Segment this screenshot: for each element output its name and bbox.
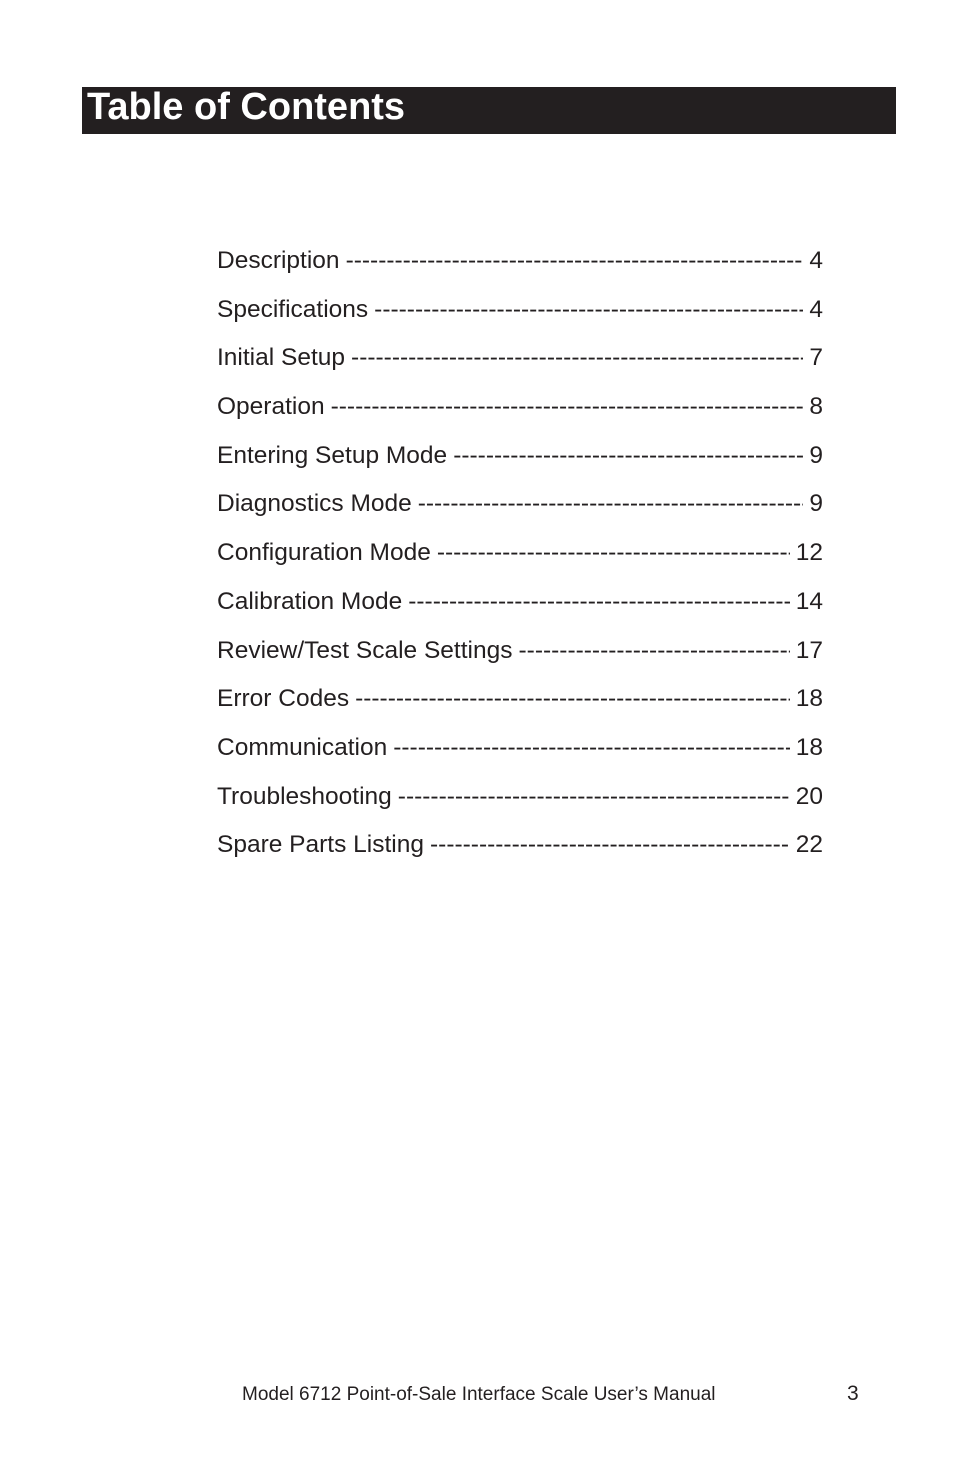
toc-entry-configuration-mode[interactable]: [217, 536, 823, 585]
toc-entry-page: 7: [809, 344, 823, 372]
toc-leader-dots: [355, 682, 790, 716]
toc-entry-label: Error Codes: [217, 685, 350, 713]
title-bar: [82, 87, 896, 134]
page-number: 3: [847, 1382, 859, 1405]
toc-entry-page: 12: [795, 539, 823, 567]
toc-entry-label: Spare Parts Listing: [217, 831, 424, 859]
toc-entry-page: 17: [795, 636, 823, 664]
page-title: Table of Contents: [87, 86, 406, 128]
toc-entry-page: 9: [809, 490, 823, 518]
toc-entry-label: Calibration Mode: [217, 587, 403, 615]
toc-entry-page: 9: [809, 441, 823, 469]
toc-entry-troubleshooting[interactable]: [217, 780, 823, 829]
toc-entry-page: 22: [795, 831, 823, 859]
toc-leader-dots: [437, 536, 790, 570]
toc-entry-page: 4: [809, 247, 823, 274]
toc-leader-dots: [393, 731, 790, 765]
toc-entry-communication[interactable]: [217, 731, 823, 780]
toc-leader-dots: [351, 341, 803, 375]
toc-entry-label: Entering Setup Mode: [217, 441, 448, 469]
toc-entry-page: 14: [795, 587, 823, 615]
toc-entry-label: Description: [217, 247, 340, 274]
toc-entry-label: Diagnostics Mode: [217, 490, 412, 518]
toc-entry-page: 20: [795, 782, 823, 810]
toc-entry-label: Review/Test Scale Settings: [217, 636, 513, 664]
toc-leader-dots: [418, 487, 804, 521]
toc-leader-dots: [346, 244, 804, 278]
toc-entry-page: 18: [795, 733, 823, 761]
toc-leader-dots: [453, 439, 803, 473]
toc-entry-calibration-mode[interactable]: [217, 585, 823, 634]
toc-entry-error-codes[interactable]: [217, 682, 823, 731]
toc-entry-spare-parts-listing[interactable]: [217, 828, 823, 877]
toc-leader-dots: [398, 780, 790, 814]
toc-entry-page: 8: [809, 393, 823, 421]
toc-entry-initial-setup[interactable]: [217, 341, 823, 390]
toc-leader-dots: [374, 293, 803, 327]
toc-leader-dots: [430, 828, 790, 862]
table-of-contents: [217, 244, 823, 877]
toc-entry-entering-setup-mode[interactable]: [217, 439, 823, 488]
toc-entry-diagnostics-mode[interactable]: [217, 487, 823, 536]
toc-entry-label: Troubleshooting: [217, 782, 392, 810]
toc-entry-page: 18: [795, 685, 823, 713]
toc-leader-dots: [519, 634, 790, 668]
toc-entry-label: Operation: [217, 393, 325, 421]
toc-leader-dots: [331, 390, 804, 424]
toc-entry-label: Communication: [217, 733, 388, 761]
toc-entry-page: 4: [809, 295, 823, 323]
toc-entry-specifications[interactable]: [217, 293, 823, 342]
toc-entry-review-test-scale-settings[interactable]: [217, 634, 823, 683]
toc-leader-dots: [408, 585, 790, 619]
toc-entry-operation[interactable]: [217, 390, 823, 439]
toc-entry-label: Initial Setup: [217, 344, 346, 372]
footer-manual-title: Model 6712 Point-of-Sale Interface Scale User’s Manual: [242, 1384, 716, 1405]
toc-entry-description[interactable]: [217, 244, 823, 293]
toc-entry-label: Specifications: [217, 295, 369, 323]
toc-entry-label: Configuration Mode: [217, 539, 431, 567]
